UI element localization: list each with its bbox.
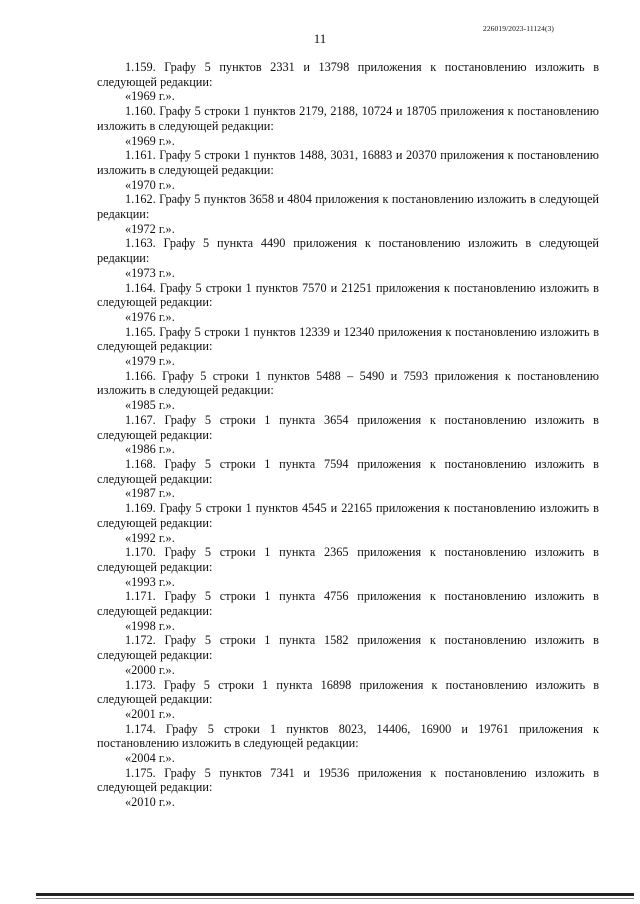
document-code: 226019/2023-11124(3) [482,24,554,33]
item-text: 1.169. Графу 5 строки 1 пунктов 4545 и 22165 приложения к постановлению изложить в следующей редакции: [97,501,599,530]
item-value: «1969 г.». [125,133,175,148]
item-value: «1970 г.». [125,177,175,192]
list-item [97,325,599,369]
item-value: «2001 г.». [125,706,175,721]
amendments-list [97,60,599,810]
list-item [97,678,599,722]
list-item [97,413,599,457]
item-text: 1.160. Графу 5 строки 1 пунктов 2179, 2188, 10724 и 18705 приложения к постановлению изложить в следующей редакции: [97,104,599,133]
item-text: 1.174. Графу 5 строки 1 пунктов 8023, 14406, 16900 и 19761 приложения к постановлению изложить в следующей редакции: [97,721,599,751]
item-value: «1987 г.». [125,486,175,501]
item-value: «1972 г.». [125,221,175,236]
item-text: 1.167. Графу 5 строки 1 пункта 3654 приложения к постановлению изложить в следующей редакции: [97,412,599,442]
list-item [97,545,599,589]
list-item [97,369,599,413]
item-value: «1993 г.». [125,574,175,589]
item-value: «1992 г.». [125,530,175,545]
list-item [97,192,599,236]
item-text: 1.173. Графу 5 строки 1 пункта 16898 приложения к постановлению изложить в следующей редакции: [97,677,599,707]
item-value: «1976 г.». [125,309,175,324]
item-value: «2004 г.». [125,751,175,766]
item-value: «1979 г.». [125,354,175,369]
list-item [97,104,599,148]
item-text: 1.165. Графу 5 строки 1 пунктов 12339 и 12340 приложения к постановлению изложить в следующей редакции: [97,324,599,354]
item-text: 1.172. Графу 5 строки 1 пункта 1582 приложения к постановлению изложить в следующей редакции: [97,633,599,663]
item-value: «2000 г.». [125,662,175,677]
list-item [97,589,599,633]
page-number: 11 [313,31,327,46]
bottom-scan-border [36,893,634,896]
item-text: 1.170. Графу 5 строки 1 пункта 2365 приложения к постановлению изложить в следующей редакции: [97,545,599,574]
item-text: 1.161. Графу 5 строки 1 пунктов 1488, 3031, 16883 и 20370 приложения к постановлению изложить в следующей редакции: [97,148,599,177]
item-value: «1969 г.». [125,89,175,104]
item-text: 1.171. Графу 5 строки 1 пункта 4756 приложения к постановлению изложить в следующей редакции: [97,589,599,619]
list-item [97,766,599,810]
item-text: 1.175. Графу 5 пунктов 7341 и 19536 приложения к постановлению изложить в следующей редакции: [97,765,599,795]
item-value: «1998 г.». [125,618,175,633]
list-item [97,457,599,501]
item-value: «1973 г.». [125,265,175,280]
list-item [97,281,599,325]
item-text: 1.168. Графу 5 строки 1 пункта 7594 приложения к постановлению изложить в следующей редакции: [97,456,599,486]
list-item [97,60,599,104]
item-value: «2010 г.». [125,795,175,810]
item-value: «1986 г.». [125,442,175,457]
item-text: 1.162. Графу 5 пунктов 3658 и 4804 приложения к постановлению изложить в следующей редакции: [97,192,599,222]
list-item [97,722,599,766]
item-text: 1.159. Графу 5 пунктов 2331 и 13798 приложения к постановлению изложить в следующей редакции: [97,60,599,89]
item-text: 1.163. Графу 5 пункта 4490 приложения к постановлению изложить в следующей редакции: [97,236,599,266]
list-item [97,148,599,192]
bottom-scan-border-thin [36,898,634,899]
item-text: 1.164. Графу 5 строки 1 пунктов 7570 и 21251 приложения к постановлению изложить в следующей редакции: [97,280,599,310]
list-item [97,501,599,545]
list-item [97,633,599,677]
item-text: 1.166. Графу 5 строки 1 пунктов 5488 – 5490 и 7593 приложения к постановлению изложить в следующей редакции: [97,368,599,398]
list-item [97,236,599,280]
item-value: «1985 г.». [125,398,175,413]
